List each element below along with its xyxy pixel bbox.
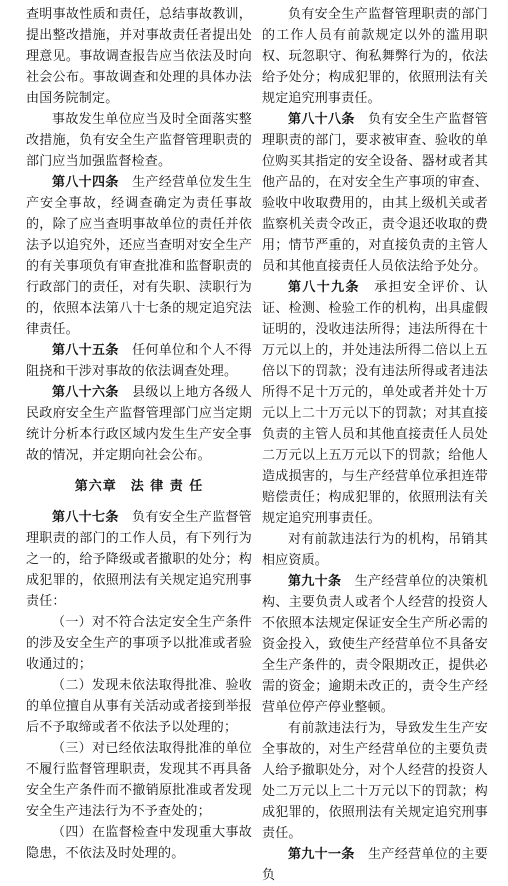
article-number: 第八十七条 xyxy=(52,510,119,525)
article-text: 承担安全评价、认证、检测、检验工作的机构，出具虚假证明的，没收违法所得；违法所得在十万元以上的，并处违法所得二倍以上五倍以下的罚款；没有违法所得或者违法所得不足十万元的，单处或者并处十万元以上二十万元以下的罚款；对其直接负责的主管人员和其他直接责任人员处二万元以上五万元以下的罚款；给他人造成损害的，与生产经营单位承担连带赔偿责任；构成犯罪的，依照刑法有关规定追究刑事责任。 xyxy=(262,280,488,526)
article-88 xyxy=(262,109,488,277)
article-number: 第八十六条 xyxy=(52,385,119,400)
article-number: 第九十一条 xyxy=(288,847,355,862)
paragraph: 对有前款违法行为的机构，吊销其相应资质。 xyxy=(262,532,488,568)
article-text: 生产经营单位发生生产安全事故，经调查确定为责任事故的，除了应当查明事故单位的责任并依法予以追究外，还应当查明对安全生产的有关事项负有审查批准和监督职责的行政部门的责任，对有失职、渎职行为的，依照本法第八十七条的规定追究法律责任。 xyxy=(26,175,252,337)
paragraph: 负有安全生产监督管理职责的部门的工作人员有前款规定以外的滥用职权、玩忽职守、徇私舞弊行为的，依法给予处分；构成犯罪的，依照刑法有关规定追究刑事责任。 xyxy=(262,7,488,106)
article-text: 县级以上地方各级人民政府安全生产监督管理部门应当定期统计分析本行政区域内发生生产安全事故的情况，并定期向社会公布。 xyxy=(26,385,252,463)
list-item: （三）对已经依法取得批准的单位不履行监督管理职责，发现其不再具备安全生产条件而不撤销原批准或者发现安全生产违法行为不予查处的； xyxy=(26,741,252,819)
article-91 xyxy=(262,844,488,886)
article-number: 第八十九条 xyxy=(288,280,360,295)
article-84 xyxy=(26,172,252,340)
article-number: 第八十五条 xyxy=(52,343,119,358)
article-number: 第九十条 xyxy=(288,574,342,589)
article-87 xyxy=(26,507,252,612)
list-item: （二）发现未依法取得批准、验收的单位擅自从事有关活动或者接到举报后不予取缔或者不依法予以处理的； xyxy=(26,678,252,735)
article-text: 负有安全生产监督管理职责的部门，要求被审查、验收的单位购买其指定的安全设备、器材或者其他产品的，在对安全生产事项的审查、验收中收取费用的，由其上级机关或者监察机关责令改正，责令退还收取的费用；情节严重的，对直接负责的主管人员和其他直接责任人员依法给予处分。 xyxy=(262,112,488,274)
paragraph: 事故发生单位应当及时全面落实整改措施，负有安全生产监督管理职责的部门应当加强监督检查。 xyxy=(26,112,252,169)
article-text: 生产经营单位的决策机构、主要负责人或者个人经营的投资人不依照本法规定保证安全生产所必需的资金投入，致使生产经营单位不具备安全生产条件的，责令限期改正，提供必需的资金；逾期未改正的，责令生产经营单位停产停业整顿。 xyxy=(262,574,488,715)
chapter-heading: 第六章 法 律 责 任 xyxy=(74,479,204,494)
article-86 xyxy=(26,382,252,466)
article-text: 负有安全生产监督管理职责的部门的工作人员，有下列行为之一的，给予降级或者撤职的处分；构成犯罪的，依照刑法有关规定追究刑事责任： xyxy=(26,510,252,609)
article-text: 任何单位和个人不得阻挠和干涉对事故的依法调查处理。 xyxy=(26,343,252,379)
paragraph: 有前款违法行为，导致发生生产安全事故的，对生产经营单位的主要负责人给予撤职处分，对个人经营的投资人处二万元以上二十万元以下的罚款；构成犯罪的，依照刑法有关规定追究刑事责任。 xyxy=(262,721,488,841)
paragraph: 查明事故性质和责任，总结事故教训，提出整改措施，并对事故责任者提出处理意见。事故调查报告应当依法及时向社会公布。事故调查和处理的具体办法由国务院制定。 xyxy=(26,7,252,106)
article-89 xyxy=(262,277,488,529)
article-number: 第八十八条 xyxy=(288,112,355,127)
left-column xyxy=(26,4,252,864)
right-column xyxy=(262,4,488,886)
article-85 xyxy=(26,340,252,382)
article-90 xyxy=(262,571,488,718)
article-number: 第八十四条 xyxy=(52,175,119,190)
list-item: （四）在监督检查中发现重大事故隐患，不依法及时处理的。 xyxy=(26,825,252,861)
article-text: 生产经营单位的主要负 xyxy=(262,847,488,883)
list-item: （一）对不符合法定安全生产条件的涉及安全生产的事项予以批准或者验收通过的； xyxy=(26,615,252,672)
